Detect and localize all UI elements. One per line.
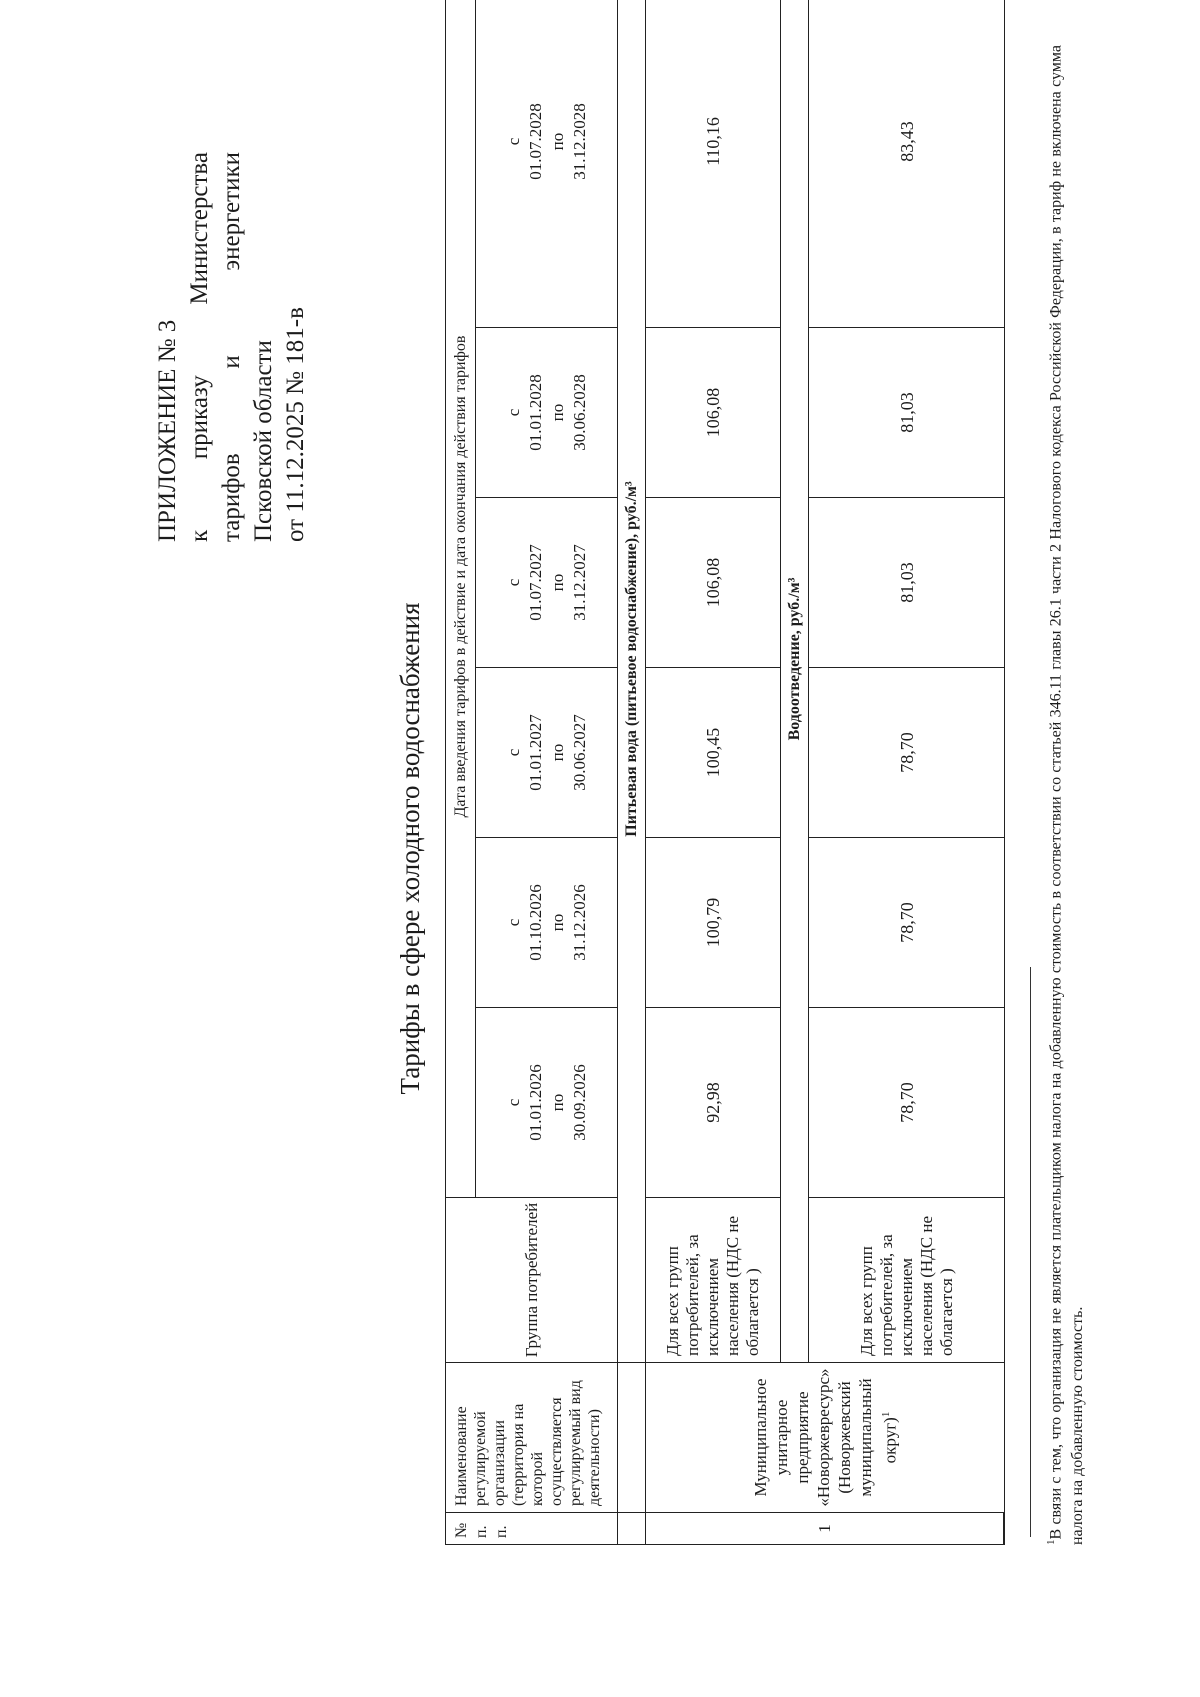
s2-value-6: 83,43 bbox=[896, 121, 917, 162]
section-2-title: Водоотведение, руб./м³ bbox=[781, 0, 809, 1362]
s1-value-2: 100,79 bbox=[646, 837, 781, 1007]
row-number: 1 bbox=[646, 1512, 1004, 1544]
s1-value-6: 110,16 bbox=[646, 0, 781, 327]
s2-value-4: 81,03 bbox=[809, 497, 1004, 667]
section-1-title: Питьевая вода (питьевое водоснабжение), руб./м³ bbox=[618, 0, 646, 1362]
section-1-num-blank bbox=[618, 1512, 646, 1544]
appendix-line-2: к приказу Министерства bbox=[186, 152, 213, 542]
period-4: с 01.07.2027 по 31.12.2027 bbox=[476, 497, 618, 667]
period-1: с 01.01.2026 по 30.09.2026 bbox=[476, 1007, 618, 1197]
s2-value-3: 78,70 bbox=[809, 667, 1004, 837]
s2-value-5: 81,03 bbox=[809, 327, 1004, 497]
s1-value-5: 106,08 bbox=[646, 327, 781, 497]
footnote-mark: 1 bbox=[1045, 1539, 1057, 1545]
appendix-header bbox=[152, 152, 312, 542]
s2-value-2: 78,70 bbox=[809, 837, 1004, 1007]
appendix-order-date: от 11.12.2025 № 181-в bbox=[282, 307, 309, 542]
document-title: Тарифы в сфере холодного водоснабжения bbox=[395, 602, 425, 1095]
header-num: № п. п. bbox=[446, 1512, 618, 1544]
footnote-ref: 1 bbox=[879, 1411, 892, 1418]
s1-value-3: 100,45 bbox=[646, 667, 781, 837]
s1-value-4: 106,08 bbox=[646, 497, 781, 667]
period-5: с 01.01.2028 по 30.06.2028 bbox=[476, 327, 618, 497]
section-1-group: Для всех групп потребителей, за исключением населения (НДС не облагается ) bbox=[646, 1197, 781, 1362]
appendix-region: Псковской области bbox=[250, 340, 277, 542]
s1-value-1: 92,98 bbox=[646, 1007, 781, 1197]
appendix-line-3: тарифов и энергетики bbox=[218, 152, 245, 542]
period-6: с 01.07.2028 по 31.12.2028 bbox=[476, 0, 618, 327]
footnote-text: В связи с тем, что организация не является плательщиком налога на добавленную стоимость в соответствии со статьей 346.11 главы 26.1 части 2 Налогового кодекса Российской Федерации, в тариф не включена сумма налога на добавленную стоимость. bbox=[1047, 45, 1087, 1545]
tariff-table bbox=[445, 0, 1005, 1545]
header-group: Группа потребителей bbox=[446, 1197, 618, 1362]
header-dates-title: Дата введения тарифов в действие и дата окончания действия тарифов bbox=[446, 0, 476, 1197]
period-3: с 01.01.2027 по 30.06.2027 bbox=[476, 667, 618, 837]
organization-name: Муниципальное унитарное предприятие «Новоржевресурс» (Новоржевский муниципальный округ)$^1$ bbox=[646, 1362, 1004, 1512]
footnote-divider bbox=[1030, 967, 1031, 1537]
header-org: Наименование регулируемой организации (территория на которой осуществляется регулируемый вид деятельности) bbox=[446, 1362, 618, 1512]
period-2: с 01.10.2026 по 31.12.2026 bbox=[476, 837, 618, 1007]
section-1-org-blank bbox=[618, 1362, 646, 1512]
s2-value-1: 78,70 bbox=[809, 1007, 1004, 1197]
section-2-group: Для всех групп потребителей, за исключением населения (НДС не облагается ) bbox=[809, 1197, 1004, 1362]
appendix-number: ПРИЛОЖЕНИЕ № 3 bbox=[154, 319, 181, 542]
footnote bbox=[1040, 45, 1089, 1545]
